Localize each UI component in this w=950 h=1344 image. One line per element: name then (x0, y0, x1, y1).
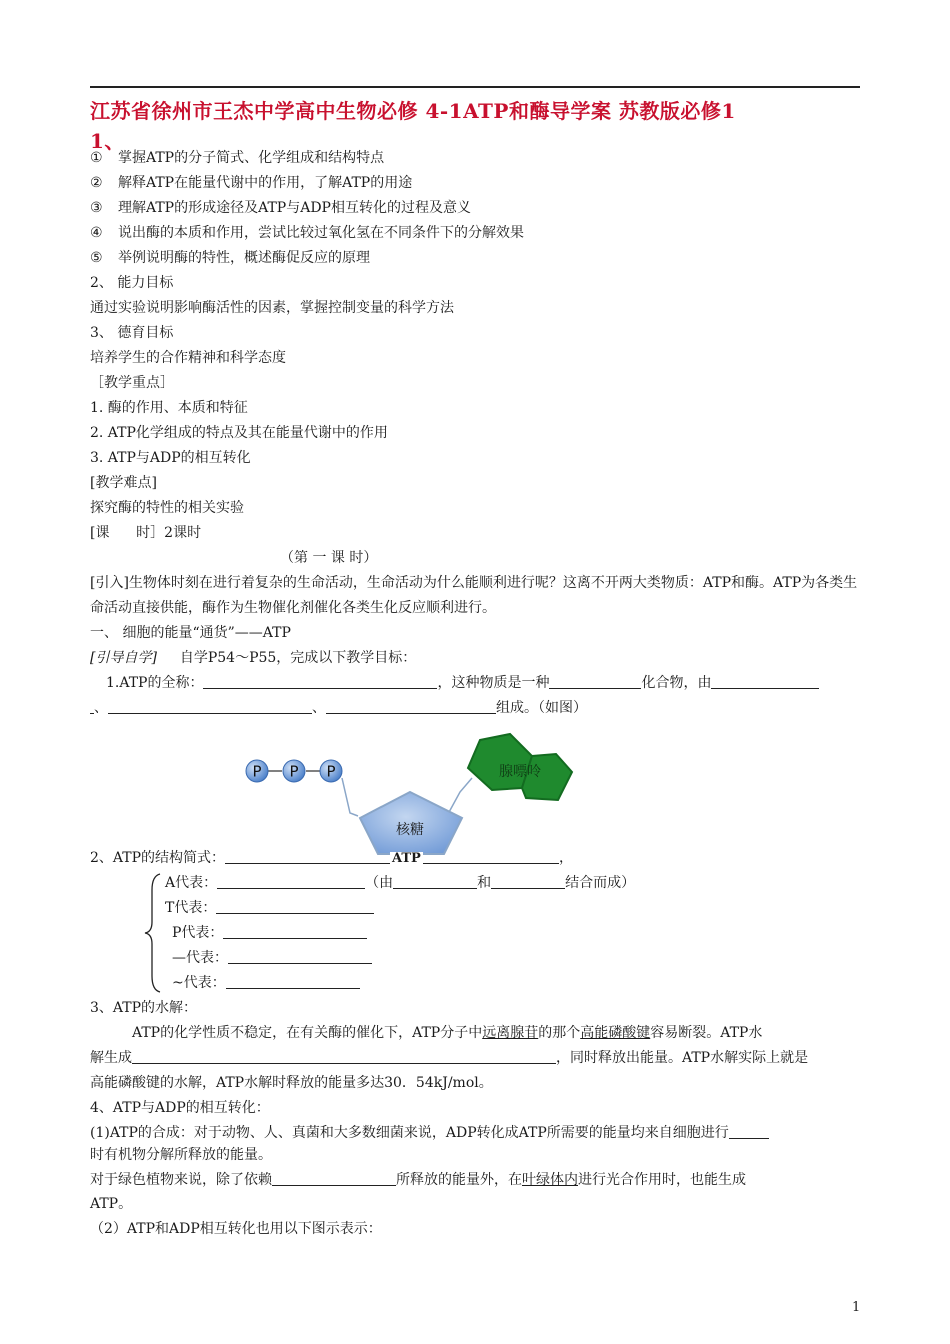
objective-text: 理解ATP的形成途径及ATP与ADP相互转化的过程及意义 (118, 200, 471, 216)
adenine-label: 腺嘌呤 (499, 764, 541, 780)
question-1-line2 (90, 698, 587, 718)
a-represents-line (165, 873, 635, 893)
q4-line5: （2）ATP和ADP相互转化也用以下图示表示： (90, 1221, 382, 1237)
q3-text: 解生成 (90, 1050, 132, 1066)
key-points-heading: ［教学重点］ (90, 375, 174, 391)
objective-text: 举例说明酶的特性，概述酶促反应的原理 (118, 250, 370, 266)
q3-heading: 3、ATP的水解： (90, 1000, 198, 1016)
objective-item (90, 223, 524, 243)
moral-text: 培养学生的合作精神和科学态度 (90, 350, 286, 366)
q3-text: ATP的化学性质不稳定，在有关酶的催化下，ATP分子中 (132, 1025, 483, 1041)
tilde-represents-line (172, 973, 360, 993)
atp-structure-diagram (230, 728, 590, 868)
q4-text: 所释放的能量外，在 (396, 1172, 522, 1188)
ribose-pentagon (360, 792, 462, 854)
objective-number: ③ (90, 200, 103, 216)
answer-blank[interactable] (491, 874, 565, 889)
q4-text: (1)ATP的合成：对于动物、人、真菌和大多数细菌来说，ADP转化成ATP所需要的能量均来自细胞进行 (90, 1125, 729, 1141)
ability-text: 通过实验说明影响酶活性的因素，掌握控制变量的科学方法 (90, 300, 454, 316)
section-number: 1、 (90, 129, 125, 153)
q2-label: 2、ATP的结构简式： (90, 850, 226, 866)
phosphate-group (320, 760, 342, 782)
header-rule (90, 86, 860, 88)
objective-text: 说出酶的本质和作用，尝试比较过氧化氢在不同条件下的分解效果 (118, 225, 524, 241)
q1-text: 化合物，由 (641, 675, 712, 691)
document-title (90, 96, 870, 156)
adenine-rings (468, 734, 572, 800)
answer-blank[interactable] (203, 674, 437, 689)
answer-blank[interactable] (326, 699, 496, 714)
q4-text: 对于绿色植物来说，除了依赖 (90, 1172, 272, 1188)
lesson-title: （第 一 课 时） (280, 550, 378, 566)
answer-blank[interactable] (729, 1124, 769, 1139)
phosphate-label: P (252, 762, 262, 781)
q3-text: ，同时释放出能量。ATP水解实际上就是 (556, 1050, 809, 1066)
dash-represents-label: —代表： (172, 950, 228, 966)
q2-text: 结合而成） (565, 875, 636, 891)
adenine-hexagon (468, 734, 532, 790)
answer-blank[interactable] (226, 974, 360, 989)
q4-line3 (90, 1170, 746, 1190)
guide-line (90, 648, 416, 668)
ribose-label: 核糖 (396, 822, 424, 838)
atp-diagram-caption: ATP (392, 851, 421, 866)
answer-blank[interactable] (216, 899, 374, 914)
answer-blank[interactable] (228, 949, 372, 964)
q1-text: 、 (312, 700, 326, 716)
page-number: 1 (852, 1300, 861, 1315)
q1-label: 1.ATP的全称： (106, 675, 204, 691)
phosphate-group (246, 760, 268, 782)
objective-item (90, 198, 471, 218)
q1-text: ，这种物质是一种 (437, 675, 550, 691)
underlined-term: 高能磷酸键 (580, 1025, 651, 1041)
q4-line2: 时有机物分解所释放的能量。 (90, 1147, 272, 1163)
tilde-represents-label: ~代表： (172, 975, 226, 991)
q4-heading: 4、ATP与ADP的相互转化： (90, 1100, 270, 1116)
q1-text: 、 (94, 700, 108, 716)
answer-blank[interactable] (108, 699, 312, 714)
ability-heading: 2、 能力目标 (90, 275, 174, 291)
title-text: 江苏省徐州市王杰中学高中生物必修 4-1ATP和酶导学案 苏教版必修1 (90, 99, 736, 123)
objective-number: ④ (90, 225, 103, 241)
objective-number: ② (90, 175, 103, 191)
bond-line (342, 778, 358, 816)
q3-line1 (132, 1023, 762, 1043)
answer-blank[interactable] (549, 674, 641, 689)
key-point-item: 3. ATP与ADP的相互转化 (90, 450, 251, 466)
q3-text: 的那个 (538, 1025, 581, 1041)
dash-represents-line (172, 948, 372, 968)
intro-paragraph: [引入]生物体时刻在进行着复杂的生命活动，生命活动为什么能顺利进行呢？这离不开两大类物质：ATP和酶。ATP为各类生命活动直接供能，酶作为生物催化剂催化各类生化反应顺利进行。 (90, 575, 858, 616)
class-hours: [课 时］2课时 (90, 525, 202, 541)
objective-text: 解释ATP在能量代谢中的作用，了解ATP的用途 (118, 175, 413, 191)
answer-blank[interactable] (393, 874, 477, 889)
question-2-line (90, 848, 573, 868)
bond-line (448, 778, 472, 814)
q3-line3: 高能磷酸键的水解，ATP水解时释放的能量多达30．54kJ/mol。 (90, 1075, 493, 1091)
part1-heading: 一、 细胞的能量“通货”——ATP (90, 625, 291, 641)
objective-item (90, 248, 370, 268)
difficulty-text: 探究酶的特性的相关实验 (90, 500, 244, 516)
guide-text: 自学P54～P55，完成以下教学目标： (179, 650, 417, 666)
key-point-item: 1. 酶的作用、本质和特征 (90, 400, 248, 416)
brace-icon (142, 872, 164, 994)
t-represents-line (165, 898, 374, 918)
p-represents-line (172, 923, 367, 943)
difficulty-heading: [教学难点] (90, 475, 157, 491)
q3-text: 容易断裂。ATP水 (650, 1025, 763, 1041)
objective-number: ⑤ (90, 250, 103, 266)
answer-blank[interactable] (132, 1049, 556, 1064)
p-represents-label: P代表： (172, 925, 224, 941)
q2-text: 和 (477, 875, 492, 891)
q4-line4: ATP。 (90, 1196, 133, 1212)
answer-blank[interactable] (272, 1171, 396, 1186)
objective-item (90, 173, 412, 193)
q2-text: ， (559, 850, 574, 866)
phosphate-label: P (326, 762, 336, 781)
t-represents-label: T代表： (165, 900, 217, 916)
q1-text: 组成。（如图） (496, 700, 587, 716)
q2-text: （由 (365, 875, 394, 891)
key-point-item: 2. ATP化学组成的特点及其在能量代谢中的作用 (90, 425, 388, 441)
underlined-term: 远离腺苷 (482, 1025, 539, 1041)
answer-blank[interactable] (711, 674, 819, 689)
q3-line2 (90, 1048, 808, 1068)
question-1-line1 (106, 673, 819, 693)
phosphate-label: P (289, 762, 299, 781)
objective-text: 掌握ATP的分子简式、化学组成和结构特点 (118, 150, 385, 166)
a-represents-label: A代表： (165, 875, 218, 891)
moral-heading: 3、 德育目标 (90, 325, 174, 341)
q4-text: 进行光合作用时，也能生成 (578, 1172, 746, 1188)
guide-label: [引导自学] (90, 650, 157, 666)
answer-blank[interactable] (223, 924, 367, 939)
underlined-term: 叶绿体内 (522, 1172, 578, 1188)
phosphate-group (283, 760, 305, 782)
answer-blank[interactable] (217, 874, 365, 889)
objective-number: ① (90, 150, 103, 166)
objective-item (90, 148, 384, 168)
q4-line1 (90, 1123, 769, 1143)
